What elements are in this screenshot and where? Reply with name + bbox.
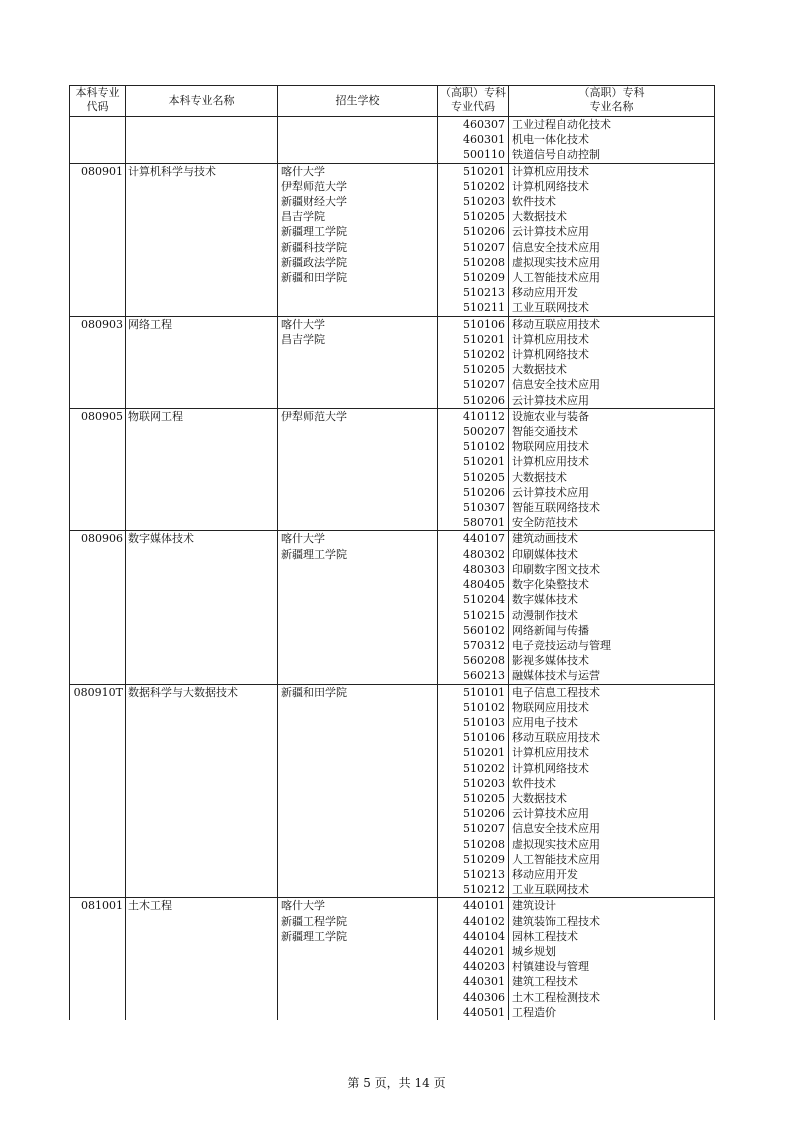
vocational-name: 移动互联应用技术 xyxy=(512,731,600,745)
vocational-code: 510201 xyxy=(463,746,505,760)
vocational-name: 智能交通技术 xyxy=(512,425,578,439)
vocational-code: 510205 xyxy=(463,210,505,224)
undergrad-name-cell: 土木工程 xyxy=(126,898,278,1020)
school-cell xyxy=(278,408,438,531)
vocational-name: 移动应用开发 xyxy=(512,286,578,300)
vocational-name: 信息安全技术应用 xyxy=(512,378,600,392)
vocational-code: 460307 xyxy=(463,118,505,131)
vocational-code: 410112 xyxy=(463,409,505,423)
school-name: 新疆理工学院 xyxy=(281,547,347,561)
vocational-code: 510106 xyxy=(463,317,505,331)
vocational-code: 510209 xyxy=(463,852,505,866)
school-name: 新疆和田学院 xyxy=(281,271,347,285)
vocational-code: 480303 xyxy=(463,562,505,576)
vocational-name: 人工智能技术应用 xyxy=(512,852,600,866)
school-name: 新疆和田学院 xyxy=(281,685,347,699)
undergrad-code-cell: 080906 xyxy=(70,531,126,684)
vocational-code: 510207 xyxy=(463,822,505,836)
vocational-name: 智能互联网络技术 xyxy=(512,501,600,515)
vocational-name: 软件技术 xyxy=(512,195,556,209)
undergrad-name-cell xyxy=(126,117,278,164)
undergrad-code-cell: 080901 xyxy=(70,163,126,316)
vocational-name: 电子信息工程技术 xyxy=(512,685,600,699)
vocational-code: 510201 xyxy=(463,164,505,178)
page-footer: 第 5 页，共 14 页 xyxy=(347,1076,446,1090)
vocational-name: 网络新闻与传播 xyxy=(512,623,589,637)
vocational-code: 560213 xyxy=(463,669,505,683)
undergrad-code-cell: 080903 xyxy=(70,316,126,408)
vocational-code: 500110 xyxy=(463,148,505,162)
vocational-code: 480302 xyxy=(463,547,505,561)
vocational-name: 大数据技术 xyxy=(512,363,567,377)
vocational-code: 440501 xyxy=(463,1005,505,1019)
vocational-name: 应用电子技术 xyxy=(512,715,578,729)
vocational-code: 510202 xyxy=(463,761,505,775)
vocational-name: 云计算技术应用 xyxy=(512,807,589,821)
vocational-code: 440203 xyxy=(463,960,505,974)
vocational-code: 510203 xyxy=(463,776,505,790)
vocational-name: 安全防范技术 xyxy=(512,516,578,530)
vocational-name: 电子竞技运动与管理 xyxy=(512,638,611,652)
undergrad-code-cell: 080910T xyxy=(70,684,126,898)
undergrad-name-cell: 网络工程 xyxy=(126,316,278,408)
vocational-name: 计算机网络技术 xyxy=(512,761,589,775)
vocational-name: 软件技术 xyxy=(512,776,556,790)
vocational-name: 大数据技术 xyxy=(512,791,567,805)
vocational-code-cell xyxy=(438,684,509,898)
vocational-code-cell xyxy=(438,117,509,164)
vocational-code: 510206 xyxy=(463,485,505,499)
vocational-name: 云计算技术应用 xyxy=(512,393,589,407)
school-cell xyxy=(278,163,438,316)
vocational-code: 510202 xyxy=(463,348,505,362)
vocational-code: 510106 xyxy=(463,731,505,745)
school-name: 新疆财经大学 xyxy=(281,195,347,209)
school-name: 新疆理工学院 xyxy=(281,929,347,943)
vocational-code: 510203 xyxy=(463,195,505,209)
header-undergrad-code: 本科专业 代码 xyxy=(70,86,126,117)
vocational-code: 560102 xyxy=(463,623,505,637)
school-name: 昌吉学院 xyxy=(281,332,325,346)
vocational-code: 510206 xyxy=(463,225,505,239)
vocational-code: 440101 xyxy=(463,899,505,913)
table-row xyxy=(70,316,715,408)
table-body xyxy=(70,117,715,1020)
vocational-name: 云计算技术应用 xyxy=(512,485,589,499)
header-vocational-code: （高职）专科 专业代码 xyxy=(438,86,509,117)
vocational-code: 510215 xyxy=(463,608,505,622)
table-row xyxy=(70,163,715,316)
school-cell xyxy=(278,316,438,408)
vocational-code: 460301 xyxy=(463,133,505,147)
vocational-name: 印刷媒体技术 xyxy=(512,547,578,561)
vocational-name: 大数据技术 xyxy=(512,470,567,484)
table-row xyxy=(70,117,715,164)
vocational-name-cell xyxy=(509,684,715,898)
school-cell xyxy=(278,898,438,1020)
vocational-code: 440104 xyxy=(463,929,505,943)
vocational-name: 云计算技术应用 xyxy=(512,225,589,239)
school-name: 新疆科技学院 xyxy=(281,240,347,254)
vocational-name: 计算机应用技术 xyxy=(512,455,589,469)
undergrad-name-cell: 数据科学与大数据技术 xyxy=(126,684,278,898)
vocational-name: 建筑动画技术 xyxy=(512,532,578,546)
vocational-name-cell xyxy=(509,316,715,408)
vocational-name: 物联网应用技术 xyxy=(512,440,589,454)
vocational-code-cell xyxy=(438,408,509,531)
vocational-name: 融媒体技术与运营 xyxy=(512,669,600,683)
vocational-code: 510102 xyxy=(463,440,505,454)
vocational-name: 虚拟现实技术应用 xyxy=(512,255,600,269)
vocational-name-cell xyxy=(509,408,715,531)
vocational-name: 工程造价 xyxy=(512,1005,556,1019)
vocational-code: 440301 xyxy=(463,975,505,989)
vocational-name: 印刷数字图文技术 xyxy=(512,562,600,576)
vocational-name: 村镇建设与管理 xyxy=(512,960,589,974)
vocational-code: 510205 xyxy=(463,363,505,377)
vocational-name: 信息安全技术应用 xyxy=(512,240,600,254)
vocational-code: 440107 xyxy=(463,532,505,546)
vocational-code: 480405 xyxy=(463,578,505,592)
vocational-name: 工业互联网技术 xyxy=(512,301,589,315)
vocational-code: 440201 xyxy=(463,944,505,958)
vocational-code-cell xyxy=(438,531,509,684)
vocational-name: 城乡规划 xyxy=(512,944,556,958)
header-undergrad-name: 本科专业名称 xyxy=(126,86,278,117)
vocational-name: 计算机应用技术 xyxy=(512,746,589,760)
vocational-name: 建筑工程技术 xyxy=(512,975,578,989)
vocational-code-cell xyxy=(438,316,509,408)
vocational-name-cell xyxy=(509,898,715,1020)
vocational-name: 建筑装饰工程技术 xyxy=(512,914,600,928)
undergrad-name-cell: 物联网工程 xyxy=(126,408,278,531)
school-name: 新疆工程学院 xyxy=(281,914,347,928)
vocational-name: 土木工程检测技术 xyxy=(512,990,600,1004)
school-name: 伊犁师范大学 xyxy=(281,179,347,193)
vocational-name-cell xyxy=(509,163,715,316)
vocational-name: 铁道信号自动控制 xyxy=(512,148,600,162)
vocational-name: 大数据技术 xyxy=(512,210,567,224)
vocational-code: 510207 xyxy=(463,378,505,392)
vocational-name: 计算机应用技术 xyxy=(512,164,589,178)
vocational-name: 动漫制作技术 xyxy=(512,608,578,622)
school-name: 新疆政法学院 xyxy=(281,255,347,269)
vocational-name: 工业过程自动化技术 xyxy=(512,118,611,131)
vocational-code: 510206 xyxy=(463,393,505,407)
table-row xyxy=(70,684,715,898)
header-row xyxy=(70,86,715,117)
vocational-name: 工业互联网技术 xyxy=(512,883,589,897)
vocational-code: 510102 xyxy=(463,700,505,714)
vocational-name: 计算机网络技术 xyxy=(512,348,589,362)
vocational-name: 移动互联应用技术 xyxy=(512,317,600,331)
vocational-name: 计算机应用技术 xyxy=(512,332,589,346)
school-name: 昌吉学院 xyxy=(281,210,325,224)
vocational-name: 人工智能技术应用 xyxy=(512,271,600,285)
school-name: 喀什大学 xyxy=(281,532,325,546)
school-cell xyxy=(278,684,438,898)
vocational-code: 580701 xyxy=(463,516,505,530)
vocational-code: 510208 xyxy=(463,255,505,269)
school-name: 喀什大学 xyxy=(281,317,325,331)
vocational-name: 影视多媒体技术 xyxy=(512,654,589,668)
school-name: 喀什大学 xyxy=(281,899,325,913)
vocational-name: 移动应用开发 xyxy=(512,867,578,881)
vocational-code: 510213 xyxy=(463,867,505,881)
vocational-code: 510205 xyxy=(463,791,505,805)
vocational-code: 510103 xyxy=(463,715,505,729)
vocational-name: 园林工程技术 xyxy=(512,929,578,943)
vocational-code: 510209 xyxy=(463,271,505,285)
undergrad-code-cell: 081001 xyxy=(70,898,126,1020)
undergrad-name-cell: 数字媒体技术 xyxy=(126,531,278,684)
header-vocational-name: （高职）专科 专业名称 xyxy=(509,86,715,117)
vocational-code: 510213 xyxy=(463,286,505,300)
undergrad-code-cell xyxy=(70,117,126,164)
school-cell xyxy=(278,531,438,684)
vocational-code: 560208 xyxy=(463,654,505,668)
school-cell xyxy=(278,117,438,164)
vocational-code-cell xyxy=(438,898,509,1020)
major-mapping-table xyxy=(69,85,715,1020)
vocational-name: 机电一体化技术 xyxy=(512,133,589,147)
vocational-code: 510201 xyxy=(463,455,505,469)
table-row xyxy=(70,898,715,1020)
undergrad-code-cell: 080905 xyxy=(70,408,126,531)
school-name: 伊犁师范大学 xyxy=(281,409,347,423)
vocational-code: 570312 xyxy=(463,638,505,652)
table-row xyxy=(70,531,715,684)
undergrad-name-cell: 计算机科学与技术 xyxy=(126,163,278,316)
vocational-code: 510212 xyxy=(463,883,505,897)
vocational-name: 计算机网络技术 xyxy=(512,179,589,193)
vocational-name: 信息安全技术应用 xyxy=(512,822,600,836)
vocational-code: 440306 xyxy=(463,990,505,1004)
school-name: 喀什大学 xyxy=(281,164,325,178)
vocational-code: 510205 xyxy=(463,470,505,484)
vocational-name: 数字媒体技术 xyxy=(512,593,578,607)
vocational-code: 510201 xyxy=(463,332,505,346)
vocational-name: 物联网应用技术 xyxy=(512,700,589,714)
vocational-code: 510307 xyxy=(463,501,505,515)
school-name: 新疆理工学院 xyxy=(281,225,347,239)
vocational-name: 虚拟现实技术应用 xyxy=(512,837,600,851)
vocational-code: 440102 xyxy=(463,914,505,928)
vocational-code-cell xyxy=(438,163,509,316)
table-row xyxy=(70,408,715,531)
vocational-name-cell xyxy=(509,117,715,164)
vocational-code: 510101 xyxy=(463,685,505,699)
vocational-code: 510204 xyxy=(463,593,505,607)
vocational-code: 510208 xyxy=(463,837,505,851)
header-school: 招生学校 xyxy=(278,86,438,117)
vocational-code: 510206 xyxy=(463,807,505,821)
vocational-name: 数字化染整技术 xyxy=(512,578,589,592)
vocational-name-cell xyxy=(509,531,715,684)
vocational-name: 建筑设计 xyxy=(512,899,556,913)
vocational-code: 500207 xyxy=(463,425,505,439)
vocational-name: 设施农业与装备 xyxy=(512,409,589,423)
vocational-code: 510202 xyxy=(463,179,505,193)
vocational-code: 510207 xyxy=(463,240,505,254)
vocational-code: 510211 xyxy=(463,301,505,315)
